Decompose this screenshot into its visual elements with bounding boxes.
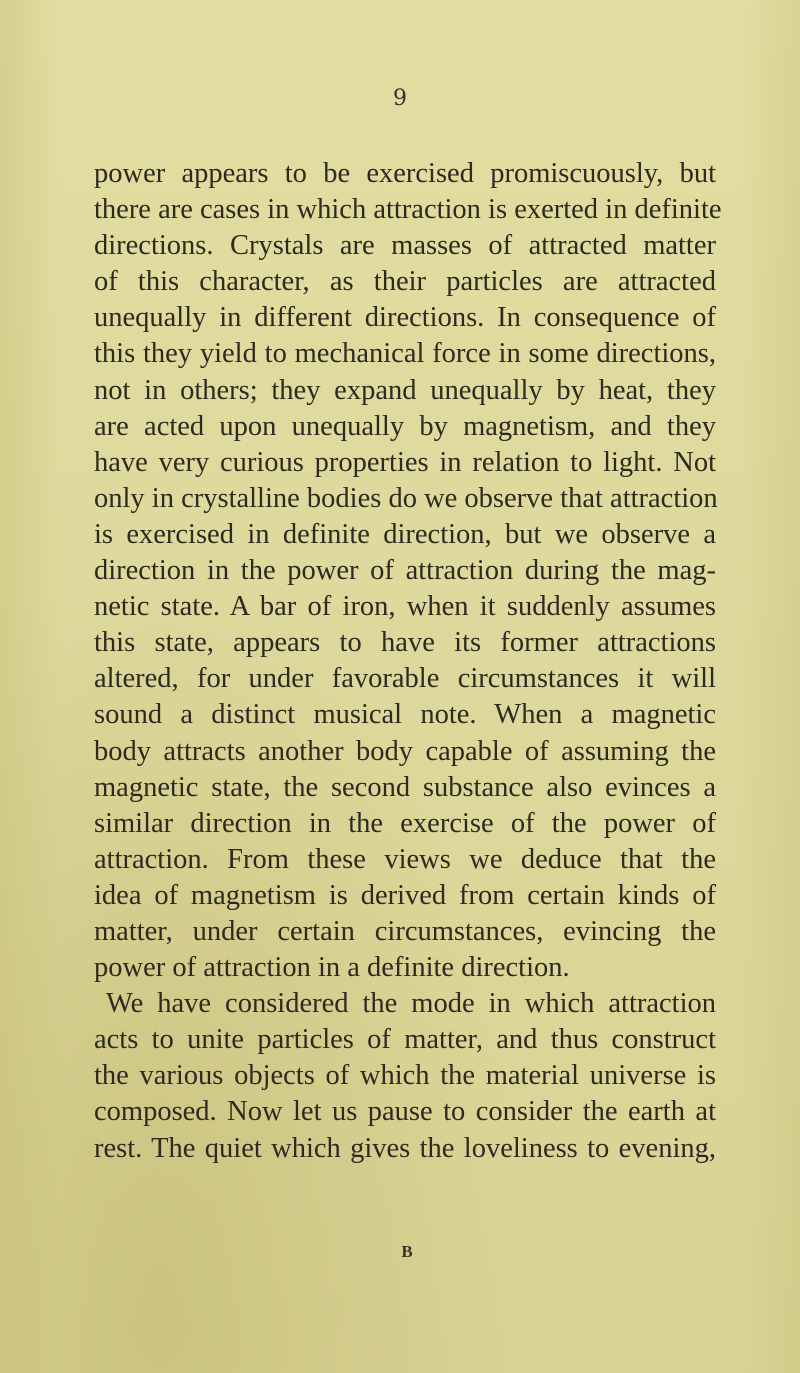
text-line: altered, for under favorable circumstances it will	[94, 663, 716, 695]
text-line: body attracts another body capable of assuming the	[94, 735, 716, 767]
text-line: power appears to be exercised promiscuously, but	[94, 158, 716, 189]
text-line: rest. The quiet which gives the loveliness to evening,	[94, 1132, 716, 1164]
text-line: idea of magnetism is derived from certain kinds of	[94, 879, 716, 911]
body-text	[94, 156, 722, 1167]
text-line: composed. Now let us pause to consider the earth at	[94, 1096, 716, 1128]
text-line: this state, appears to have its former attractions	[94, 627, 716, 659]
text-line: directions. Crystals are masses of attracted matter	[94, 230, 716, 262]
text-line: attraction. From these views we deduce that the	[94, 843, 716, 875]
text-line: unequally in different directions. In consequence of	[94, 302, 716, 334]
text-line: there are cases in which attraction is exerted in definite	[94, 194, 722, 226]
text-line: power of attraction in a definite direction.	[94, 952, 570, 984]
text-line: is exercised in definite direction, but we observe a	[94, 518, 716, 550]
text-line: magnetic state, the second substance also evinces a	[94, 771, 716, 803]
signature-mark: B	[401, 1242, 413, 1261]
text-line: have very curious properties in relation to light. Not	[94, 446, 716, 478]
text-line: acts to unite particles of matter, and thus construct	[94, 1024, 716, 1056]
page-number: 9	[393, 86, 407, 111]
text-line: this they yield to mechanical force in some directions,	[94, 338, 716, 370]
text-line: netic state. A bar of iron, when it suddenly assumes	[94, 591, 716, 623]
text-line: sound a distinct musical note. When a magnetic	[94, 699, 716, 731]
text-line: We have considered the mode in which attraction	[106, 988, 716, 1020]
text-line: the various objects of which the material universe is	[94, 1060, 716, 1092]
text-line: direction in the power of attraction during the mag-	[94, 555, 716, 587]
text-line: only in crystalline bodies do we observe that attraction	[94, 482, 718, 514]
text-line: similar direction in the exercise of the power of	[94, 807, 716, 839]
text-line: are acted upon unequally by magnetism, and they	[94, 410, 716, 442]
text-line: not in others; they expand unequally by heat, they	[94, 374, 716, 406]
text-line: matter, under certain circumstances, evincing the	[94, 915, 716, 947]
text-line: of this character, as their particles are attracted	[94, 266, 716, 298]
